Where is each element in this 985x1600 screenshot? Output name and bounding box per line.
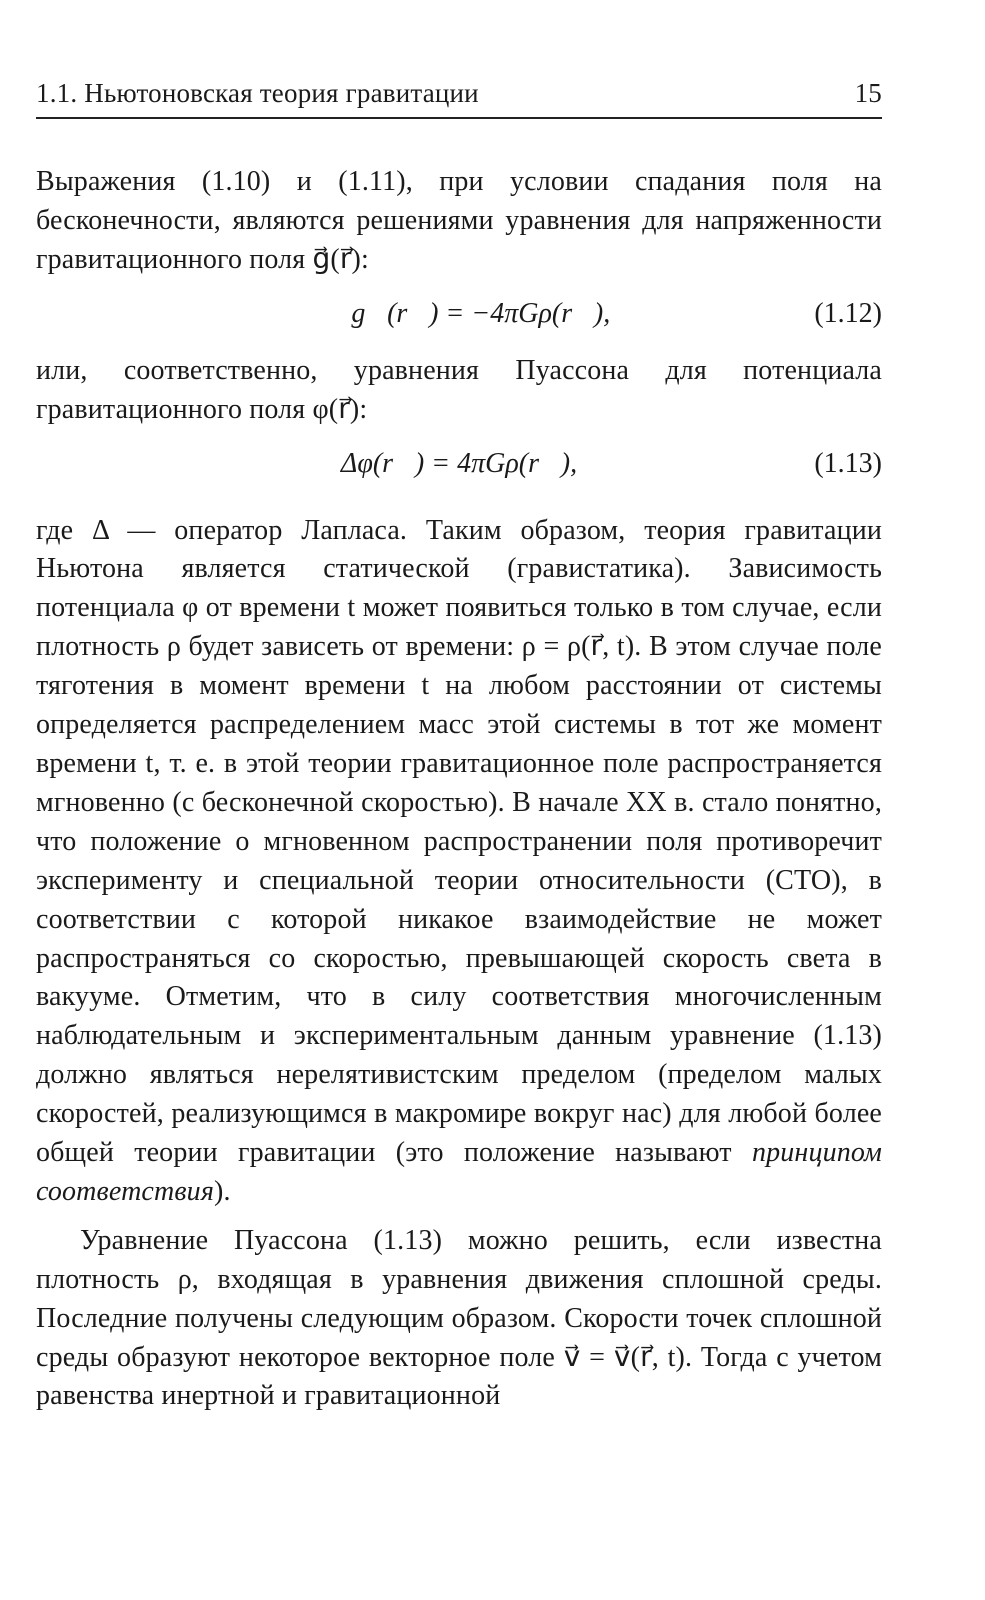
equation-formula: ∇⃗g⃗(r⃗) = −4πGρ(r⃗), [307,297,611,329]
equation-number: (1.12) [814,297,882,329]
paragraph-2: или, соответственно, уравнения Пуассона для потенциала гравитационного поля φ(r⃗): [36,354,882,425]
paragraph-4: Уравнение Пуассона (1.13) можно решить, если известна плотность ρ, входящая в уравнения движения сплошной среды. Последние получены следующим образом. Скорости точек сплошной среды образуют некоторое векторное поле v⃗ = v⃗(r⃗, t). Тогда с учетом равенства инертной и гравитационной [36,1224,882,1412]
term-correspondence-principle: принципом соответствия [36,1137,882,1207]
equation-formula: Δφ(r⃗) = 4πGρ(r⃗), [340,447,578,479]
running-header [36,78,882,119]
equation-number: (1.13) [814,447,882,479]
paragraph-1: Выражения (1.10) и (1.11), при условии спадания поля на бесконечности, являются решениями уравнения для напряженности гравитационного поля g⃗(r⃗): [36,166,882,275]
paragraph-3-text: где Δ — оператор Лапласа. Таким образом, теория гравитации Ньютона является статической (гравистатика). Зависимость потенциала φ от времени t может появиться только в том случае, если плотность ρ будет зависеть от времени: ρ = ρ(r⃗, t). В этом случае поле тяготения в момент времени t на любом расстоянии от системы определяется распределением масс этой системы в тот же момент времени t, т. е. в этой теории гравитационное поле распространяется мгновенно (с бесконечной скоростью). В начале XX в. стало понятно, что положение о мгновенном распространении поля противоречит эксперименту и специальной теории относительности (СТО), в соответствии с которой никакое взаимодействие не может распространяться со скоростью, превышающей скорость света в вакууме. Отметим, что в силу соответствия многочисленным наблюдательным и экспериментальным данным уравнение (1.13) должно являться нерелятивистским пределом (пределом малых скоростей, реализующимся в макромире вокруг нас) для любой более общей теории гравитации (это положение называют [36,514,882,1169]
paragraph-3-end: ). [214,1175,231,1207]
equation-1-13 [36,430,882,502]
section-title: 1.1. Ньютоновская теория гравитации [36,78,479,108]
equation-1-12 [36,280,882,352]
page-number: 15 [854,78,882,108]
paragraph-3 [36,512,882,1212]
book-page [36,78,882,1416]
